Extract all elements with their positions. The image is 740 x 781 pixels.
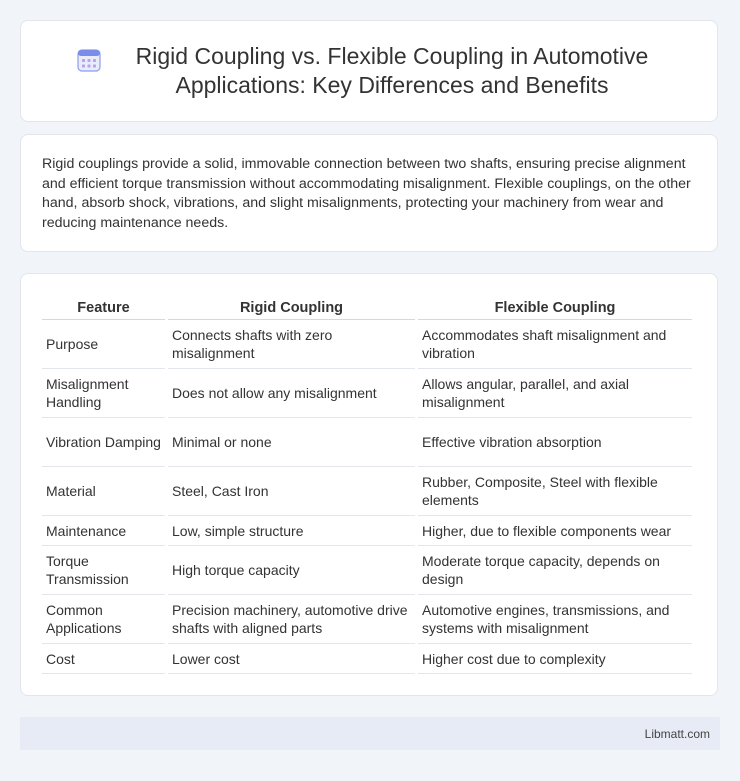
title-wrap (76, 42, 662, 100)
cell-feature: Misalignment Handling (42, 369, 165, 418)
table-row (42, 516, 692, 546)
cell-flexible: Rubber, Composite, Steel with flexible elements (418, 467, 692, 516)
cell-flexible: Higher cost due to complexity (418, 644, 692, 674)
cell-rigid: Precision machinery, automotive drive shafts with aligned parts (168, 595, 415, 644)
cell-feature: Cost (42, 644, 165, 674)
table-row (42, 369, 692, 418)
table-row (42, 467, 692, 516)
header-feature: Feature (42, 295, 165, 320)
table-row (42, 320, 692, 369)
table-row (42, 546, 692, 595)
title-card (20, 20, 718, 122)
intro-paragraph: Rigid couplings provide a solid, immovable connection between two shafts, ensuring precise alignment and efficient torque transmission without accommodating misalignment. Flexible couplings, on the other hand, absorb shock, vibrations, and slight misalignments, protecting your machinery from wear and reducing maintenance needs. (42, 156, 691, 231)
cell-feature: Purpose (42, 320, 165, 369)
table-row (42, 644, 692, 674)
cell-rigid: Low, simple structure (168, 516, 415, 546)
cell-flexible: Accommodates shaft misalignment and vibration (418, 320, 692, 369)
cell-flexible: Automotive engines, transmissions, and systems with misalignment (418, 595, 692, 644)
cell-flexible: Effective vibration absorption (418, 418, 692, 467)
cell-rigid: High torque capacity (168, 546, 415, 595)
intro-card (20, 134, 718, 252)
header-flexible-coupling: Flexible Coupling (418, 295, 692, 320)
table-row (42, 595, 692, 644)
cell-rigid: Connects shafts with zero misalignment (168, 320, 415, 369)
cell-flexible: Allows angular, parallel, and axial misalignment (418, 369, 692, 418)
footer-bar (20, 717, 720, 750)
cell-feature: Maintenance (42, 516, 165, 546)
comparison-card (20, 273, 718, 696)
calendar-icon (76, 47, 102, 73)
cell-feature: Torque Transmission (42, 546, 165, 595)
table-header-row (42, 295, 692, 320)
cell-rigid: Steel, Cast Iron (168, 467, 415, 516)
cell-rigid: Does not allow any misalignment (168, 369, 415, 418)
page-title: Rigid Coupling vs. Flexible Coupling in Automotive Applications: Key Differences and Benefits (135, 43, 649, 98)
cell-feature: Common Applications (42, 595, 165, 644)
footer-brand-link[interactable]: Libmatt.com (644, 726, 710, 741)
cell-flexible: Higher, due to flexible components wear (418, 516, 692, 546)
cell-rigid: Lower cost (168, 644, 415, 674)
cell-feature: Material (42, 467, 165, 516)
header-rigid-coupling: Rigid Coupling (168, 295, 415, 320)
cell-feature: Vibration Damping (42, 418, 165, 467)
comparison-table (39, 295, 695, 674)
table-row (42, 418, 692, 467)
cell-flexible: Moderate torque capacity, depends on design (418, 546, 692, 595)
cell-rigid: Minimal or none (168, 418, 415, 467)
